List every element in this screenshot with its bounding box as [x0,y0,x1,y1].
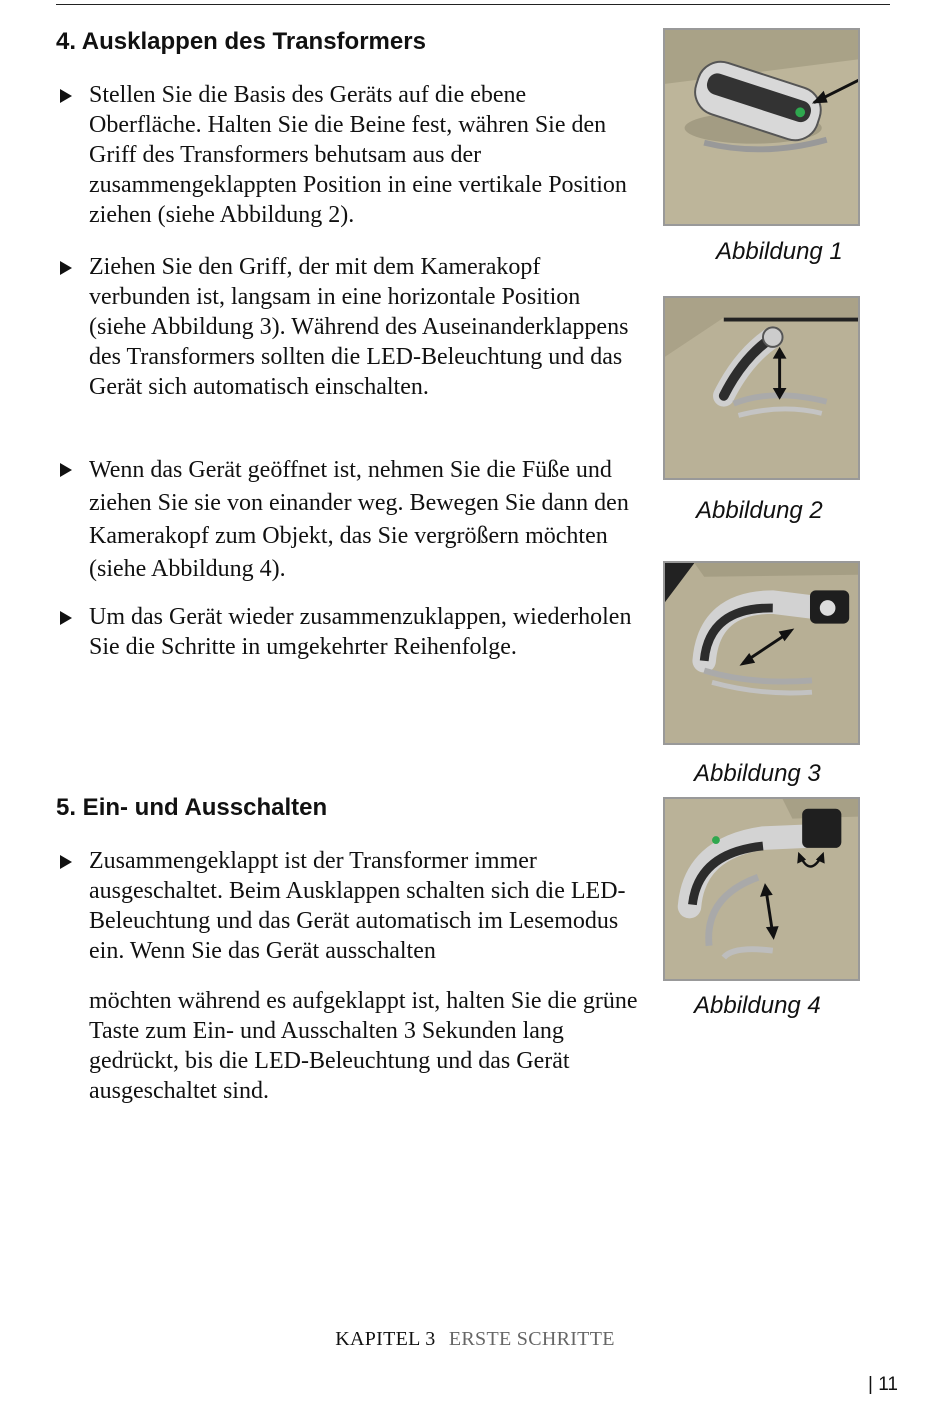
bullet-arrow-icon [60,261,72,275]
bullet-arrow-icon [60,855,72,869]
footer-chapter: KAPITEL 3 [335,1328,436,1350]
section-5-heading: 5. Ein- und Ausschalten [56,794,328,821]
list-item [60,454,640,586]
bullet-text: Stellen Sie die Basis des Geräts auf die ebene Oberfläche. Halten Sie die Beine fest, währen Sie den Griff des Transformers behutsam aus der zusammengeklappten Position in eine vertikale Position ziehen (siehe Abbildung 2). [89,82,627,228]
bullet-text: Zusammengeklappt ist der Transformer immer ausgeschaltet. Beim Ausklappen schalten sich die LED-Beleuchtung und das Gerät automatisch im Lesemodus ein. Wenn Sie das Gerät ausschalten [89,848,626,964]
figure-3-photo [663,561,860,745]
top-rule [56,4,890,5]
page-footer [0,1328,950,1351]
figure-2-caption: Abbildung 2 [696,497,823,524]
horizontal-handle-photo-icon [665,563,858,743]
footer-chapter-title: ERSTE SCHRITTE [448,1328,615,1350]
figure-4-photo [663,797,860,981]
list-item [60,602,640,662]
vertical-handle-photo-icon [665,298,858,478]
bullet-arrow-icon [60,463,72,477]
bullet-arrow-icon [60,611,72,625]
page-number: | 11 [868,1374,898,1395]
paragraph-continuation: möchten während es aufgeklappt ist, halten Sie die grüne Taste zum Ein- und Ausschalten 3 Sekunden lang gedrückt, bis die LED-Beleuchtung und das Gerät ausgeschaltet sind. [89,988,638,1104]
bullet-arrow-icon [60,89,72,103]
open-feet-photo-icon [665,799,858,979]
section-4-heading: 4. Ausklappen des Transformers [56,28,426,55]
figure-1-caption: Abbildung 1 [716,238,843,265]
list-item [60,80,640,230]
list-item [60,252,640,402]
bullet-text: Ziehen Sie den Griff, der mit dem Kamerakopf verbunden ist, langsam in eine horizontale Position (siehe Abbildung 3). Während des Auseinanderklappens des Transformers sollten die LED-Beleuchtung und das Gerät sich automatisch einschalten. [89,254,629,400]
list-item [60,846,640,966]
folded-device-photo-icon [665,30,858,224]
figure-4-caption: Abbildung 4 [694,992,821,1019]
figure-3-caption: Abbildung 3 [694,760,821,787]
figure-1-photo [663,28,860,226]
bullet-text: Wenn das Gerät geöffnet ist, nehmen Sie die Füße und ziehen Sie sie von einander weg. Bewegen Sie dann den Kamerakopf zum Objekt, das Sie vergrößern möchten (siehe Abbildung 4). [89,457,629,582]
figure-2-photo [663,296,860,480]
bullet-text: Um das Gerät wieder zusammenzuklappen, wiederholen Sie die Schritte in umgekehrter Reihenfolge. [89,604,632,660]
